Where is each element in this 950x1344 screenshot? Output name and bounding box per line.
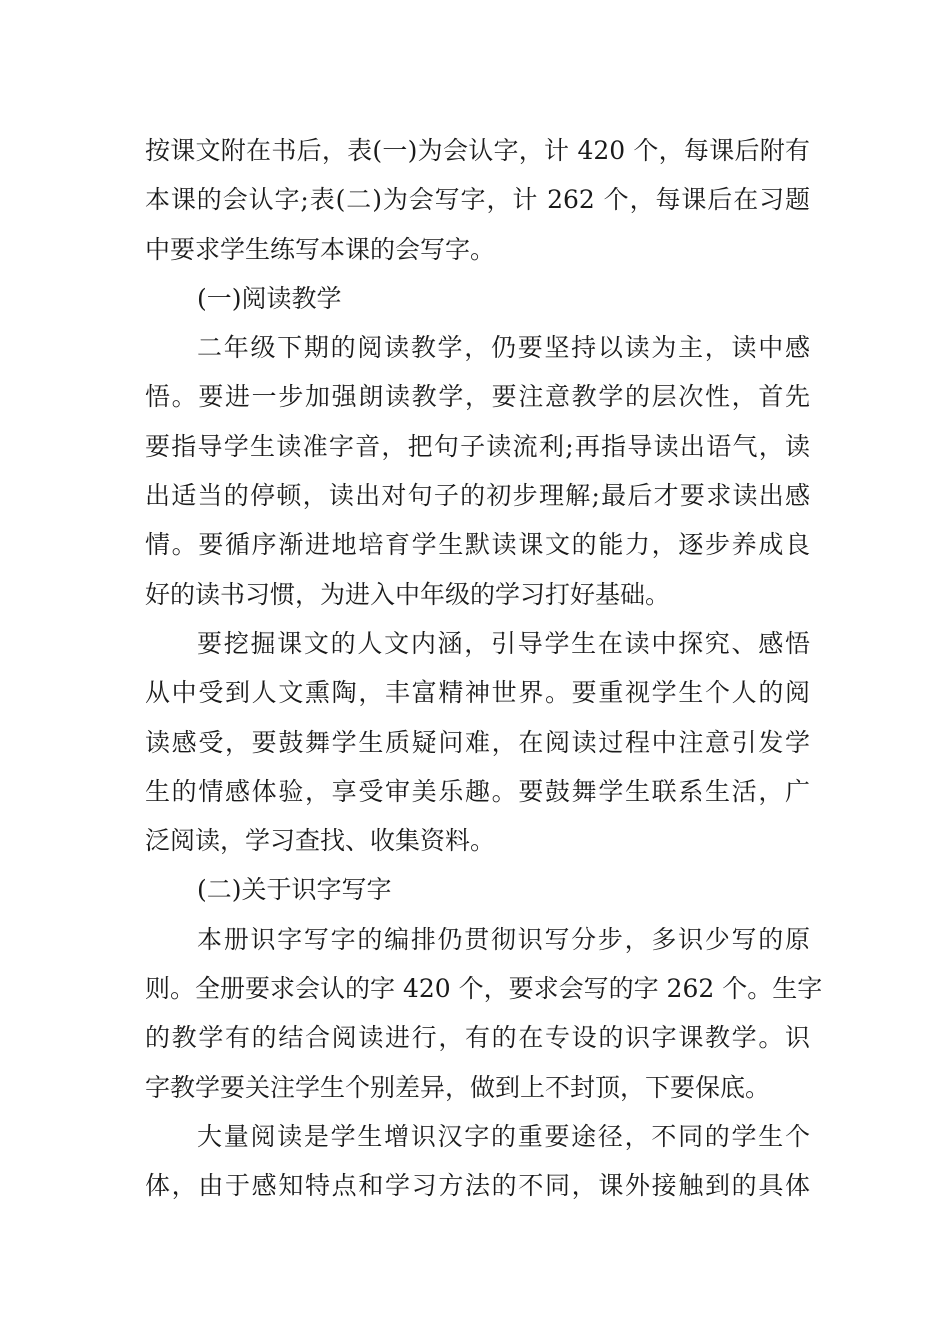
paragraph-line: 则。全册要求会认的字 420 个，要求会写的字 262 个。生字 — [145, 974, 823, 1004]
body-text — [145, 126, 823, 1211]
paragraph-line: 大量阅读是学生增识汉字的重要途径，不同的学生个 — [197, 1121, 810, 1151]
paragraph-line: 出适当的停顿，读出对句子的初步理解;最后才要求读出感 — [145, 481, 810, 511]
paragraph-line: 生的情感体验，享受审美乐趣。要鼓舞学生联系生活，广 — [145, 776, 810, 806]
paragraph-line: 本课的会认字;表(二)为会写字，计 262 个，每课后在习题 — [145, 185, 810, 215]
section-heading: (一)阅读教学 — [197, 283, 342, 313]
paragraph-line: 泛阅读，学习查找、收集资料。 — [145, 826, 496, 856]
paragraph-line: 中要求学生练写本课的会写字。 — [145, 234, 496, 264]
paragraph-line: 要指导学生读准字音，把句子读流利;再指导读出语气，读 — [145, 431, 810, 461]
paragraph-line: 本册识字写字的编排仍贯彻识写分步，多识少写的原 — [197, 924, 810, 954]
paragraph-line: 的教学有的结合阅读进行，有的在专设的识字课教学。识 — [145, 1023, 810, 1053]
paragraph-line: 情。要循序渐进地培育学生默读课文的能力，逐步养成良 — [145, 530, 810, 560]
paragraph-line: 好的读书习惯，为进入中年级的学习打好基础。 — [145, 579, 671, 609]
paragraph-line: 要挖掘课文的人文内涵，引导学生在读中探究、感悟 — [197, 628, 810, 658]
paragraph-line: 读感受，要鼓舞学生质疑问难，在阅读过程中注意引发学 — [145, 727, 810, 757]
paragraph-line: 二年级下期的阅读教学，仍要坚持以读为主，读中感 — [197, 333, 810, 363]
section-heading: (二)关于识字写字 — [197, 875, 392, 905]
paragraph-line: 按课文附在书后，表(一)为会认字，计 420 个，每课后附有 — [145, 136, 810, 165]
paragraph-line: 从中受到人文熏陶，丰富精神世界。要重视学生个人的阅 — [145, 678, 810, 708]
paragraph-line: 体，由于感知特点和学习方法的不同，课外接触到的具体 — [145, 1171, 810, 1201]
paragraph-line: 悟。要进一步加强朗读教学，要注意教学的层次性，首先 — [145, 382, 810, 412]
paragraph-line: 字教学要关注学生个别差异，做到上不封顶，下要保底。 — [145, 1072, 771, 1102]
